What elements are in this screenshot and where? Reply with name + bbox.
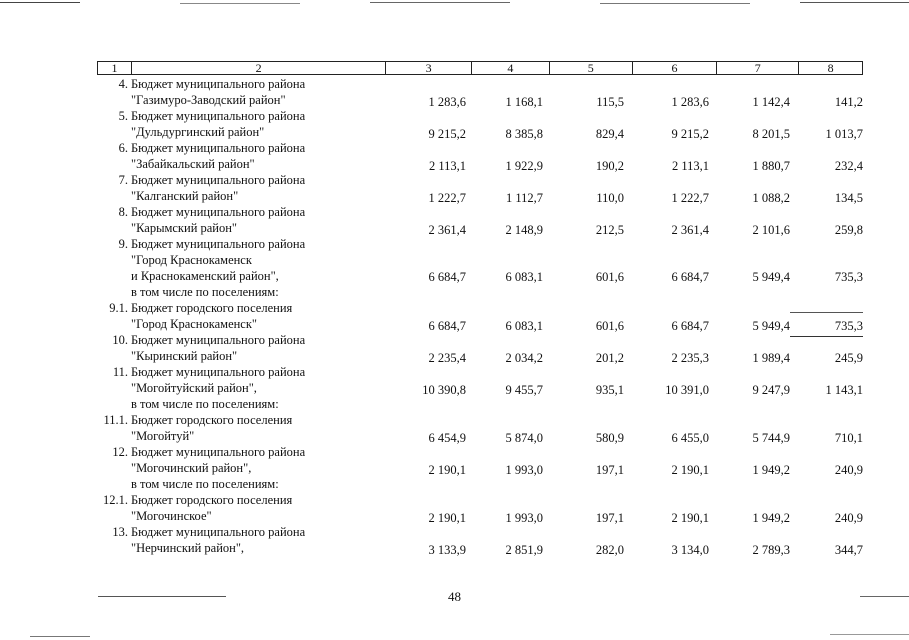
cell-value: 6 684,7 [428, 319, 466, 333]
cell-value: 6 083,1 [505, 270, 543, 284]
cell-value: 6 684,7 [428, 270, 466, 284]
row-name [131, 236, 386, 300]
row-name-line: в том числе по поселениям: [131, 397, 279, 411]
cell-value: 10 390,8 [422, 383, 466, 397]
table-row [97, 236, 863, 300]
cell-value: 1 222,7 [428, 191, 466, 205]
cell-value: 935,1 [595, 383, 624, 397]
table-row [97, 76, 863, 108]
row-name-line: "Могойтуйский район", [131, 381, 257, 395]
row-name-line: "Могочинское" [131, 509, 212, 523]
cell-value: 1 142,4 [752, 95, 790, 109]
row-name-line: "Калганский район" [131, 189, 239, 203]
cell-value: 3 133,9 [428, 543, 466, 557]
scan-artifact-line [600, 3, 750, 4]
cell-rule [790, 336, 863, 337]
row-name [131, 412, 386, 444]
cell-value: 1 112,7 [505, 191, 543, 205]
cell-value: 2 190,1 [671, 511, 709, 525]
cell-value: 232,4 [834, 159, 863, 173]
cell-value: 1 949,2 [752, 463, 790, 477]
cell-value: 2 113,1 [428, 159, 466, 173]
row-name [131, 492, 386, 524]
row-name-line: в том числе по поселениям: [131, 285, 279, 299]
row-name-line: Бюджет муниципального района [131, 237, 306, 251]
scan-artifact-line [180, 3, 300, 4]
cell-value: 2 361,4 [428, 223, 466, 237]
table-row [97, 444, 863, 492]
cell-value: 710,1 [834, 431, 863, 445]
cell-value: 1 013,7 [825, 127, 863, 141]
cell-value: 2 235,3 [671, 351, 709, 365]
cell-value: 2 235,4 [428, 351, 466, 365]
row-name-line: Бюджет городского поселения [131, 493, 293, 507]
row-number: 13. [112, 525, 128, 539]
cell-value: 115,5 [596, 95, 624, 109]
cell-value: 1 283,6 [428, 95, 466, 109]
cell-value: 1 143,1 [825, 383, 863, 397]
table-row [97, 140, 863, 172]
row-name-line: Бюджет муниципального района [131, 365, 306, 379]
cell-value: 2 361,4 [671, 223, 709, 237]
row-number: 8. [118, 205, 128, 219]
cell-value: 9 215,2 [671, 127, 709, 141]
cell-value: 9 247,9 [752, 383, 790, 397]
row-name-line: Бюджет муниципального района [131, 525, 306, 539]
cell-value: 5 949,4 [752, 270, 790, 284]
row-name-line: в том числе по поселениям: [131, 477, 279, 491]
table-row [97, 204, 863, 236]
cell-value: 240,9 [834, 511, 863, 525]
row-number: 12.1. [103, 493, 128, 507]
page-number: 48 [448, 589, 461, 604]
cell-value: 735,3 [834, 270, 863, 284]
row-name-line: Бюджет муниципального района [131, 141, 306, 155]
table-row [97, 412, 863, 444]
row-name-line: Бюджет городского поселения [131, 413, 293, 427]
cell-value: 2 789,3 [752, 543, 790, 557]
cell-value: 1 283,6 [671, 95, 709, 109]
cell-value: 6 684,7 [671, 270, 709, 284]
row-name-line: Бюджет муниципального района [131, 445, 306, 459]
row-name-line: Бюджет муниципального района [131, 333, 306, 347]
cell-value: 2 034,2 [505, 351, 543, 365]
row-name-line: "Могочинский район", [131, 461, 252, 475]
cell-value: 141,2 [834, 95, 863, 109]
cell-value: 2 101,6 [752, 223, 790, 237]
cell-value: 1 222,7 [671, 191, 709, 205]
cell-value: 735,3 [834, 319, 863, 333]
cell-value: 6 083,1 [505, 319, 543, 333]
row-name [131, 108, 386, 140]
cell-value: 197,1 [595, 463, 624, 477]
row-name-line: и Краснокаменский район", [131, 269, 279, 283]
table-row [97, 108, 863, 140]
row-name-line: Бюджет городского поселения [131, 301, 293, 315]
cell-value: 829,4 [595, 127, 624, 141]
cell-value: 2 190,1 [428, 463, 466, 477]
table-header-cell: 8 [827, 61, 834, 75]
row-number: 11.1. [103, 413, 128, 427]
cell-value: 1 880,7 [752, 159, 790, 173]
cell-value: 5 744,9 [752, 431, 790, 445]
table-header-cell: 7 [717, 62, 799, 74]
row-name-line: "Город Краснокаменск [131, 253, 252, 267]
row-number: 12. [112, 445, 128, 459]
row-name [131, 204, 386, 236]
row-number: 6. [118, 141, 128, 155]
row-number: 10. [112, 333, 128, 347]
row-name [131, 524, 386, 556]
row-name [131, 444, 386, 492]
cell-value: 10 391,0 [665, 383, 709, 397]
row-name-line: "Дульдургинский район" [131, 125, 265, 139]
cell-value: 3 134,0 [671, 543, 709, 557]
cell-value: 1 993,0 [505, 511, 543, 525]
cell-value: 1 949,2 [752, 511, 790, 525]
cell-value: 601,6 [595, 270, 624, 284]
table-row [97, 492, 863, 524]
cell-value: 6 455,0 [671, 431, 709, 445]
table-header-cell: 3 [386, 62, 472, 74]
table-header-cell: 1 [98, 62, 132, 74]
table-row [97, 364, 863, 412]
scan-artifact-line [370, 2, 510, 3]
scan-artifact-line [30, 636, 90, 637]
cell-value: 2 190,1 [428, 511, 466, 525]
row-name [131, 364, 386, 412]
cell-value: 9 215,2 [428, 127, 466, 141]
table-header-row [97, 61, 863, 75]
table-header-cell: 4 [472, 62, 550, 74]
row-number: 9.1. [109, 301, 128, 315]
row-number: 4. [118, 77, 128, 91]
cell-value: 1 993,0 [505, 463, 543, 477]
row-number: 11. [112, 365, 128, 379]
cell-value: 2 113,1 [671, 159, 709, 173]
row-name [131, 172, 386, 204]
cell-value: 601,6 [595, 319, 624, 333]
cell-rule [790, 312, 863, 313]
table-row [97, 524, 863, 556]
cell-value: 5 874,0 [505, 431, 543, 445]
cell-value: 6 454,9 [428, 431, 466, 445]
cell-value: 212,5 [595, 223, 624, 237]
cell-value: 5 949,4 [752, 319, 790, 333]
cell-value: 1 088,2 [752, 191, 790, 205]
cell-value: 1 989,4 [752, 351, 790, 365]
row-name [131, 76, 386, 108]
cell-value: 134,5 [834, 191, 863, 205]
row-name-line: Бюджет муниципального района [131, 173, 306, 187]
cell-value: 201,2 [595, 351, 624, 365]
cell-value: 8 385,8 [505, 127, 543, 141]
table-row [97, 300, 863, 332]
row-number: 7. [118, 173, 128, 187]
table-header-cell: 2 [132, 62, 386, 74]
cell-value: 197,1 [595, 511, 624, 525]
cell-value: 190,2 [595, 159, 624, 173]
cell-value: 580,9 [595, 431, 624, 445]
cell-value: 344,7 [834, 543, 863, 557]
row-name-line: Бюджет муниципального района [131, 109, 306, 123]
row-name [131, 140, 386, 172]
cell-value: 110,0 [596, 191, 624, 205]
cell-value: 245,9 [834, 351, 863, 365]
row-name-line: "Карымский район" [131, 221, 238, 235]
cell-value: 2 190,1 [671, 463, 709, 477]
row-name [131, 300, 386, 332]
cell-value: 240,9 [834, 463, 863, 477]
cell-value: 8 201,5 [752, 127, 790, 141]
table-row [97, 172, 863, 204]
cell-value: 9 455,7 [505, 383, 543, 397]
table-header-cell: 6 [633, 62, 718, 74]
table-row [97, 332, 863, 364]
scan-artifact-line [830, 634, 909, 635]
scan-artifact-line [0, 2, 80, 3]
table-header-cell: 5 [550, 62, 633, 74]
row-name [131, 332, 386, 364]
row-name-line: Бюджет муниципального района [131, 205, 306, 219]
cell-value: 2 851,9 [505, 543, 543, 557]
cell-value: 1 922,9 [505, 159, 543, 173]
row-name-line: "Кыринский район" [131, 349, 238, 363]
cell-value: 259,8 [834, 223, 863, 237]
cell-value: 6 684,7 [671, 319, 709, 333]
cell-value: 2 148,9 [505, 223, 543, 237]
row-number: 9. [118, 237, 128, 251]
scan-artifact-line [800, 2, 909, 3]
row-name-line: "Город Краснокаменск" [131, 317, 258, 331]
row-name-line: "Газимуро-Заводский район" [131, 93, 286, 107]
cell-value: 1 168,1 [505, 95, 543, 109]
row-name-line: "Могойтуй" [131, 429, 195, 443]
row-name-line: "Нерчинский район", [131, 541, 245, 555]
row-number: 5. [118, 109, 128, 123]
cell-value: 282,0 [595, 543, 624, 557]
row-name-line: "Забайкальский район" [131, 157, 255, 171]
row-name-line: Бюджет муниципального района [131, 77, 306, 91]
